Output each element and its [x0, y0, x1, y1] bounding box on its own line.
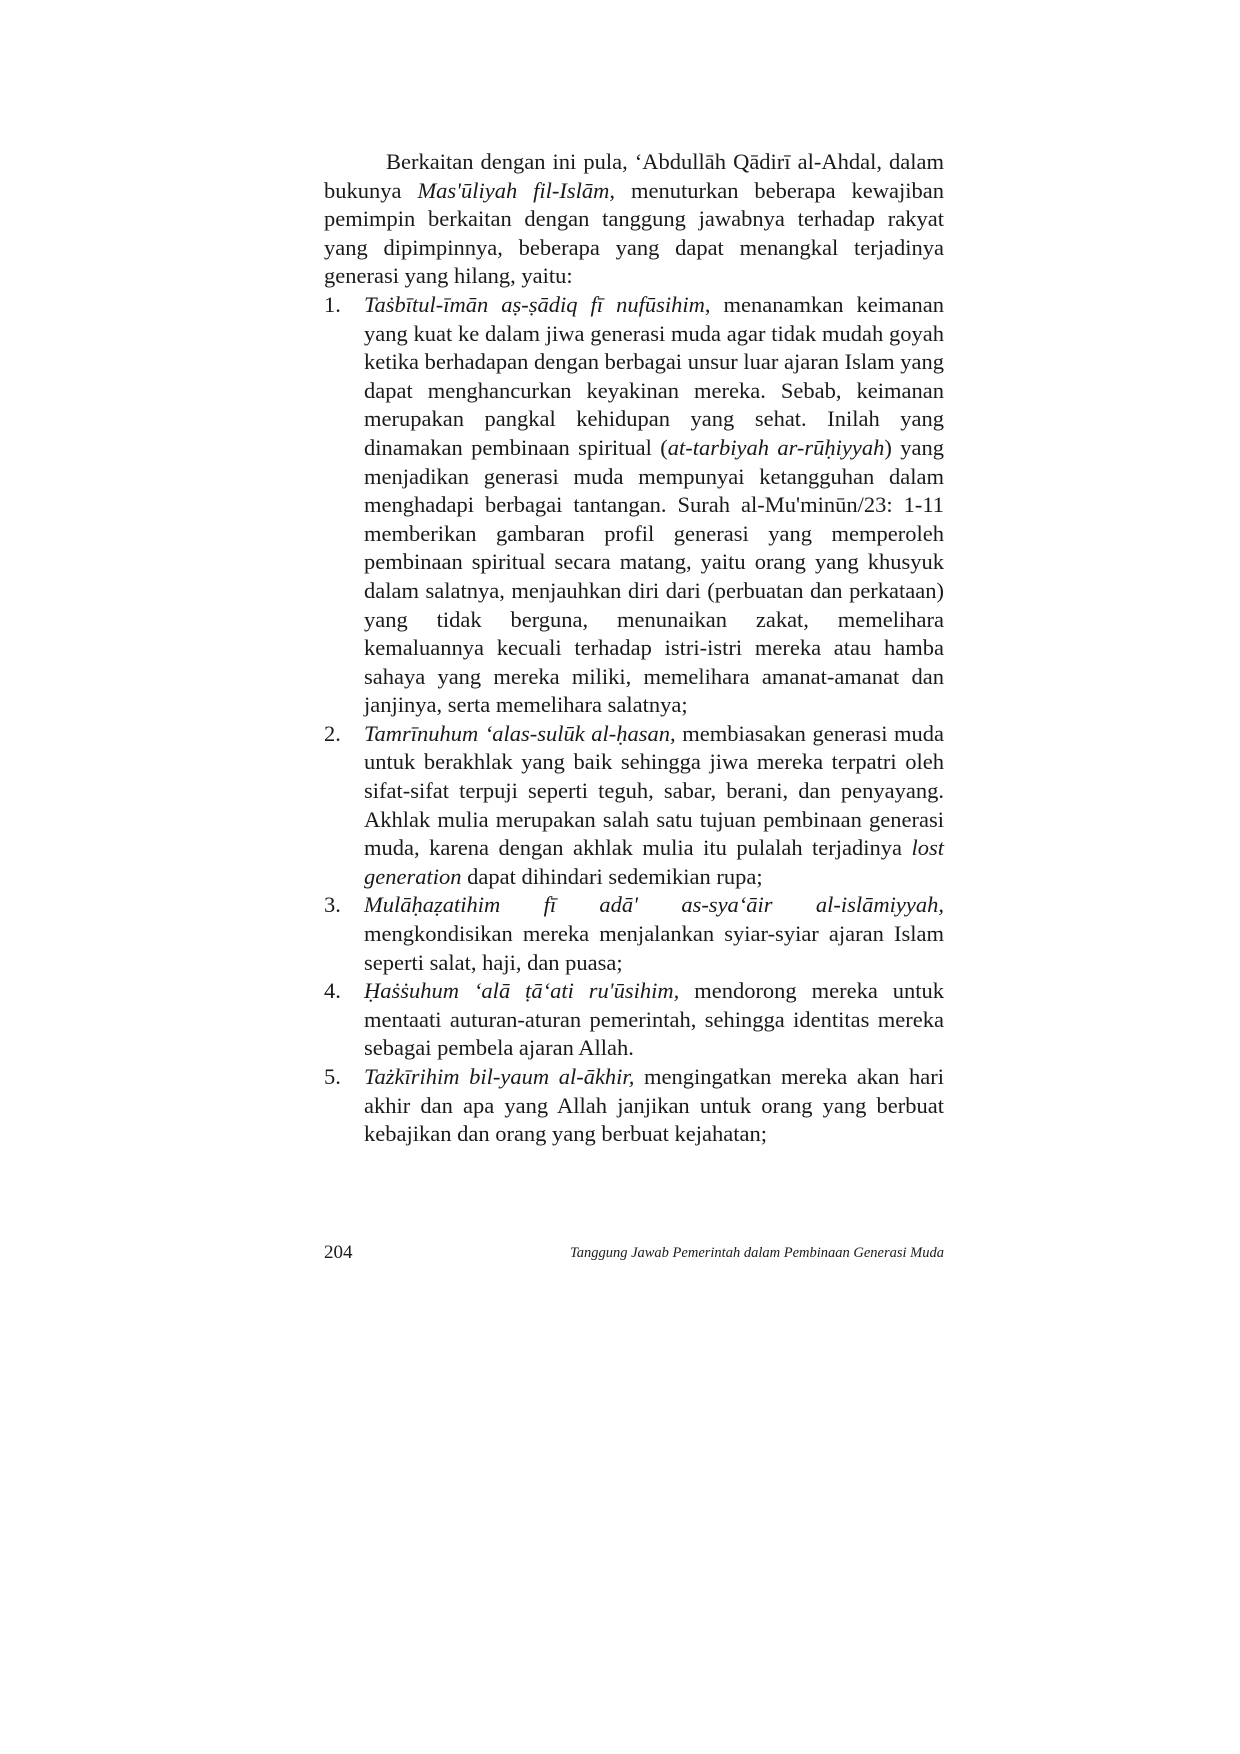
list-item-term: Mulāḥaẓatihim fī adā' as-sya‘āir al-islāmiyyah,: [364, 892, 944, 918]
running-title: Tanggung Jawab Pemerintah dalam Pembinaan Generasi Muda: [569, 1245, 944, 1261]
list-item-text: mengingatkan mereka akan hari akhir dan apa yang Allah janjikan untuk orang yang berbuat kebajikan dan orang yang berbuat kejahatan;: [364, 1064, 944, 1147]
list-item-emphasis: at-tarbiyah ar-rūḥiyyah: [667, 434, 885, 460]
list-item: [324, 891, 944, 977]
list-item: [324, 1063, 944, 1149]
list-item-term: Tamrīnuhum ‘alas-sulūk al-ḥasan,: [364, 720, 676, 746]
list-item-term: Ḥaṡṡuhum ‘alā ṭā‘ati ru'ūsihim,: [364, 978, 680, 1004]
list-item-text: , menanamkan keimanan yang kuat ke dalam jiwa generasi muda agar tidak mudah goyah ketika berhadapan dengan berbagai unsur luar ajaran Islam yang dapat menghancurkan keyakinan mereka. Sebab, keimanan merupakan pangkal kehidupan yang sehat. Inilah yang dinamakan pembinaan spiritual (: [364, 291, 944, 460]
list-item: [324, 720, 944, 892]
list-item-term: Tażkīrihim bil-yaum al-ākhir,: [364, 1064, 635, 1089]
list-item: [324, 977, 944, 1063]
body-text: [324, 148, 944, 1149]
page-footer: [324, 1242, 944, 1266]
list-item-text: mendorong mereka untuk mentaati auturan-aturan pemerintah, sehingga identitas mereka sebagai pembela ajaran Allah.: [364, 978, 945, 1061]
intro-text-before: Berkaitan dengan ini pula, ‘Abdullāh Qādirī al-Ahdal, dalam bukunya: [324, 149, 944, 203]
list-item-number: 1.: [324, 291, 341, 317]
list-item-emphasis: lost generation: [364, 835, 944, 889]
list-item-number: 5.: [324, 1064, 341, 1089]
list-item: [324, 291, 944, 720]
list-item-text-cont: ) yang menjadikan generasi muda mempunyai ketangguhan dalam menghadapi berbagai tantangan. Surah al-Mu'minūn/23: 1-11 memberikan gambaran profil generasi yang memperoleh pembinaan spiritual secara matang, yaitu orang yang khusyuk dalam salatnya, menjauhkan diri dari (perbuatan dan perkataan) yang tidak berguna, menunaikan zakat, memelihara kemaluannya kecuali terhadap istri-istri mereka atau hamba sahaya yang mereka miliki, memelihara amanat-amanat dan janjinya, serta memelihara salatnya;: [364, 434, 944, 718]
list-item-number: 4.: [324, 978, 341, 1004]
list-item-text: mengkondisikan mereka menjalankan syiar-syiar ajaran Islam seperti salat, haji, dan puasa;: [364, 921, 944, 975]
page-number: 204: [324, 1242, 353, 1263]
intro-paragraph: [324, 148, 944, 291]
obligations-list: [324, 291, 944, 1149]
intro-text-after: menuturkan beberapa kewajiban pemimpin berkaitan dengan tanggung jawabnya terhadap rakyat yang dipimpinnya, beberapa yang dapat menangkal terjadinya generasi yang hilang, yaitu:: [324, 177, 945, 289]
list-item-number: 3.: [324, 892, 341, 918]
list-item-text-cont: dapat dihindari sedemikian rupa;: [461, 863, 763, 889]
list-item-text: membiasakan generasi muda untuk berakhlak yang baik sehingga jiwa mereka terpatri oleh sifat-sifat terpuji seperti teguh, sabar, berani, dan penyayang. Akhlak mulia merupakan salah satu tujuan pembinaan generasi muda, karena dengan akhlak mulia itu pulalah terjadinya: [364, 720, 944, 861]
book-title: Mas'ūliyah fil-Islām,: [417, 177, 616, 203]
list-item-number: 2.: [324, 720, 341, 746]
list-item-term: Taṡbītul-īmān aṣ-ṣādiq fī nufūsihim: [364, 291, 705, 317]
